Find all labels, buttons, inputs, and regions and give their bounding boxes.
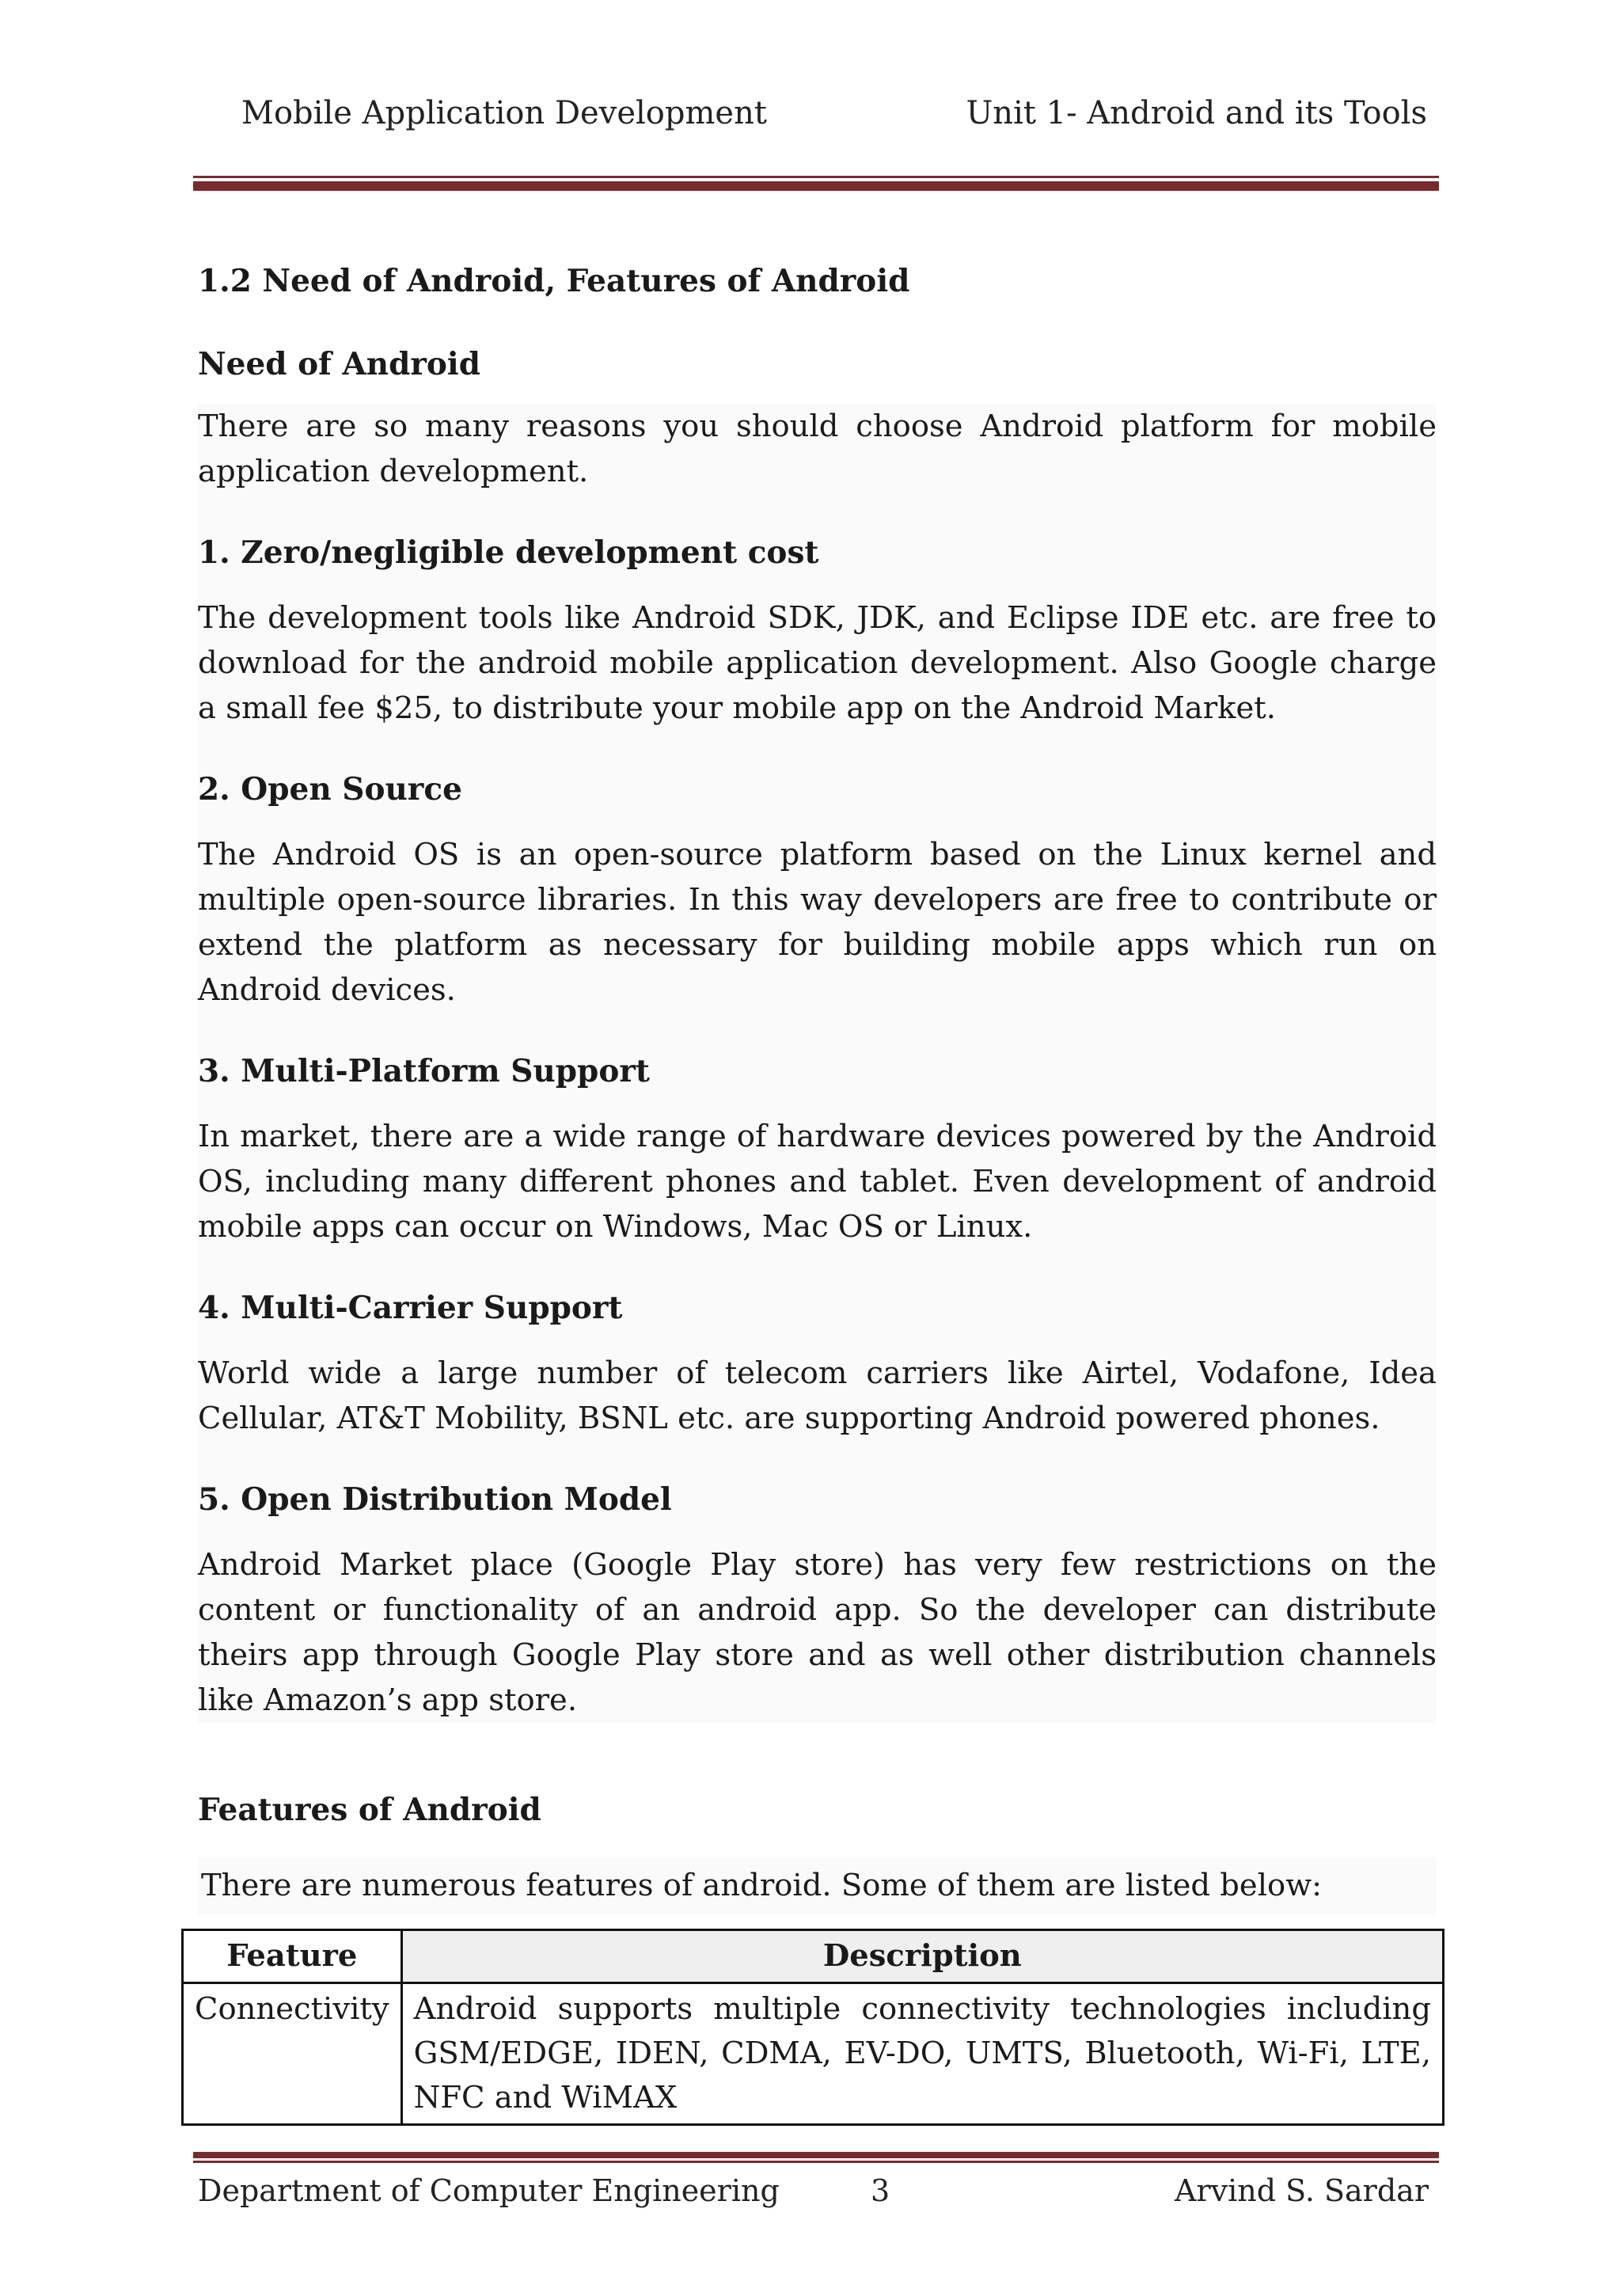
table-row bbox=[183, 1983, 1444, 2125]
footer-rule-thin bbox=[193, 2161, 1439, 2163]
table-header-feature: Feature bbox=[183, 1930, 402, 1983]
item-heading-multi-platform: 3. Multi-Platform Support bbox=[198, 1053, 650, 1089]
item-heading-cost: 1. Zero/negligible development cost bbox=[198, 534, 819, 571]
header-course-title: Mobile Application Development bbox=[241, 95, 767, 131]
features-intro: There are numerous features of android. Some of them are listed below: bbox=[198, 1857, 1437, 1914]
header-rule-thick bbox=[193, 181, 1439, 191]
main-content bbox=[198, 253, 1437, 1933]
features-table bbox=[181, 1929, 1444, 2126]
header-rule bbox=[193, 176, 1439, 191]
need-of-android-heading: Need of Android bbox=[198, 346, 481, 382]
table-header-row bbox=[183, 1930, 1444, 1983]
table-cell-description: Android supports multiple connectivity technologies including GSM/EDGE, IDEN, CDMA, EV-DO, UMTS, Bluetooth, Wi-Fi, LTE, NFC and WiMAX bbox=[401, 1983, 1443, 2125]
item-text-multi-platform: In market, there are a wide range of hardware devices powered by the Android OS, including many different phones and tablet. Even development of android mobile apps can occur on Windows, Mac OS or Linux. bbox=[198, 1119, 1437, 1245]
section-title: 1.2 Need of Android, Features of Android bbox=[198, 263, 910, 299]
table-header-description: Description bbox=[401, 1930, 1443, 1983]
footer-rule-thick bbox=[193, 2152, 1439, 2158]
footer-page-number: 3 bbox=[871, 2173, 890, 2208]
item-heading-open-distribution: 5. Open Distribution Model bbox=[198, 1481, 672, 1518]
footer-department: Department of Computer Engineering bbox=[198, 2173, 780, 2208]
intro-paragraph: There are so many reasons you should choose Android platform for mobile application development. bbox=[198, 409, 1437, 489]
table-cell-feature: Connectivity bbox=[183, 1983, 402, 2125]
item-heading-multi-carrier: 4. Multi-Carrier Support bbox=[198, 1290, 623, 1326]
footer-author: Arvind S. Sardar bbox=[1175, 2173, 1429, 2208]
item-text-multi-carrier: World wide a large number of telecom carriers like Airtel, Vodafone, Idea Cellular, AT&T Mobility, BSNL etc. are supporting Android powered phones. bbox=[198, 1355, 1437, 1436]
item-heading-open-source: 2. Open Source bbox=[198, 771, 462, 808]
item-text-open-source: The Android OS is an open-source platform based on the Linux kernel and multiple open-source libraries. In this way developers are free to contribute or extend the platform as necessary for building mobile apps which run on Android devices. bbox=[198, 837, 1437, 1008]
features-heading: Features of Android bbox=[198, 1792, 541, 1828]
item-text-open-distribution: Android Market place (Google Play store) has very few restrictions on the content or functionality of an android app. So the developer can distribute theirs app through Google Play store and as well other distribution channels like Amazon’s app store. bbox=[198, 1547, 1437, 1718]
header-unit-title: Unit 1- Android and its Tools bbox=[966, 95, 1427, 131]
footer-rule bbox=[193, 2152, 1439, 2163]
item-text-cost: The development tools like Android SDK, JDK, and Eclipse IDE etc. are free to download for the android mobile application development. Also Google charge a small fee $25, to distribute your mobile app on the Android Market. bbox=[198, 600, 1437, 726]
need-of-android-body bbox=[198, 404, 1437, 1723]
